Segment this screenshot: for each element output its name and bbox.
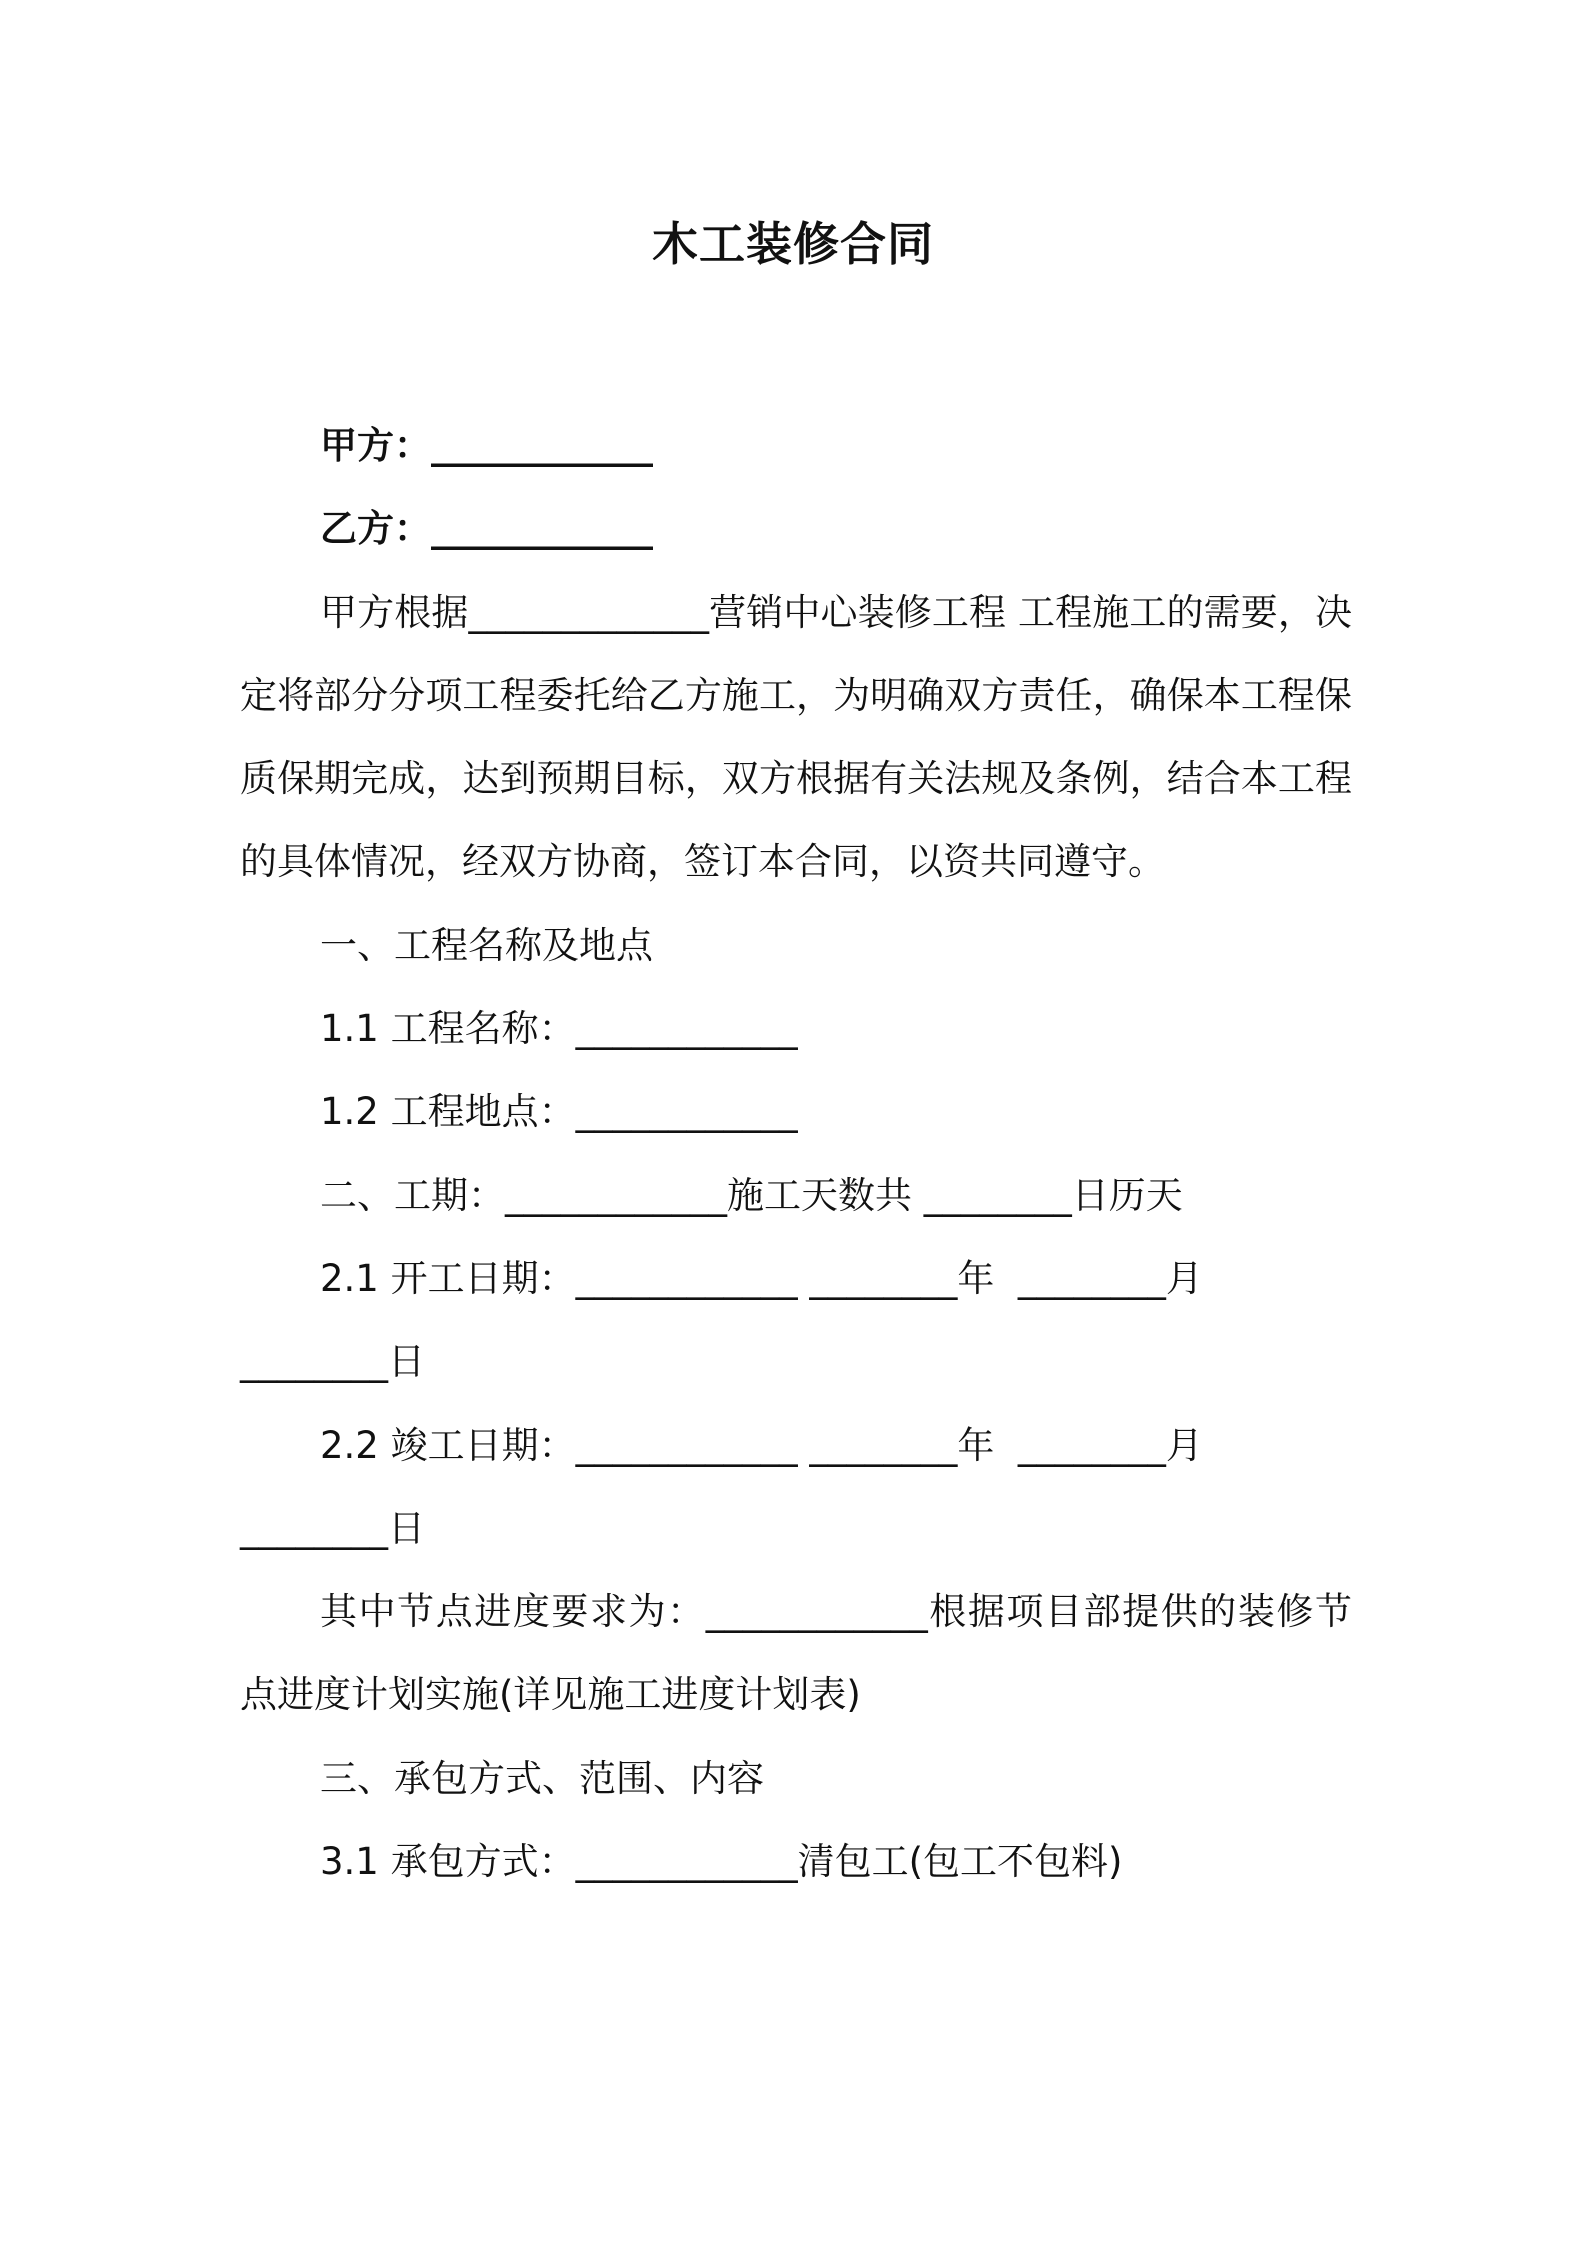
document-title: 木工装修合同 xyxy=(652,217,934,271)
item-2-2-line-2: ________日 xyxy=(240,1506,425,1550)
item-3-1: 3.1 承包方式：____________清包工(包工不包料) xyxy=(320,1840,1123,1884)
item-2-1-line-2: ________日 xyxy=(240,1340,425,1384)
item-1-1: 1.1 工程名称：____________ xyxy=(320,1007,798,1051)
item-1-2: 1.2 工程地点：____________ xyxy=(320,1090,798,1134)
party-a-line: 甲方：____________ xyxy=(320,424,653,467)
item-2-1-line-1: 2.1 开工日期：____________ ________年 ________月 xyxy=(320,1256,1203,1300)
intro-paragraph: 甲方根据_____________营销中心装修工程 工程施工的需要，决定将部分分项工程委托给乙方施工，为明确双方责任，确保本工程保质保期完成，达到预期目标，双方根据有关法规及条例，结合本工程的具体情况，经双方协商，签订本合同，以资共同遵守。 xyxy=(240,590,1352,884)
contract-body xyxy=(240,404,1352,1903)
item-2-2-line-1: 2.2 竣工日期：____________ ________年 ________月 xyxy=(320,1423,1203,1467)
section-1-heading: 一、工程名称及地点 xyxy=(320,923,653,967)
section-3-heading: 三、承包方式、范围、内容 xyxy=(320,1756,764,1800)
party-b-line: 乙方：____________ xyxy=(320,507,653,551)
milestone-paragraph: 其中节点进度要求为：____________根据项目部提供的装修节点进度计划实施(详见施工进度计划表) xyxy=(240,1590,1352,1717)
section-2-heading: 二、工期：____________施工天数共 ________日历天 xyxy=(320,1173,1183,1217)
